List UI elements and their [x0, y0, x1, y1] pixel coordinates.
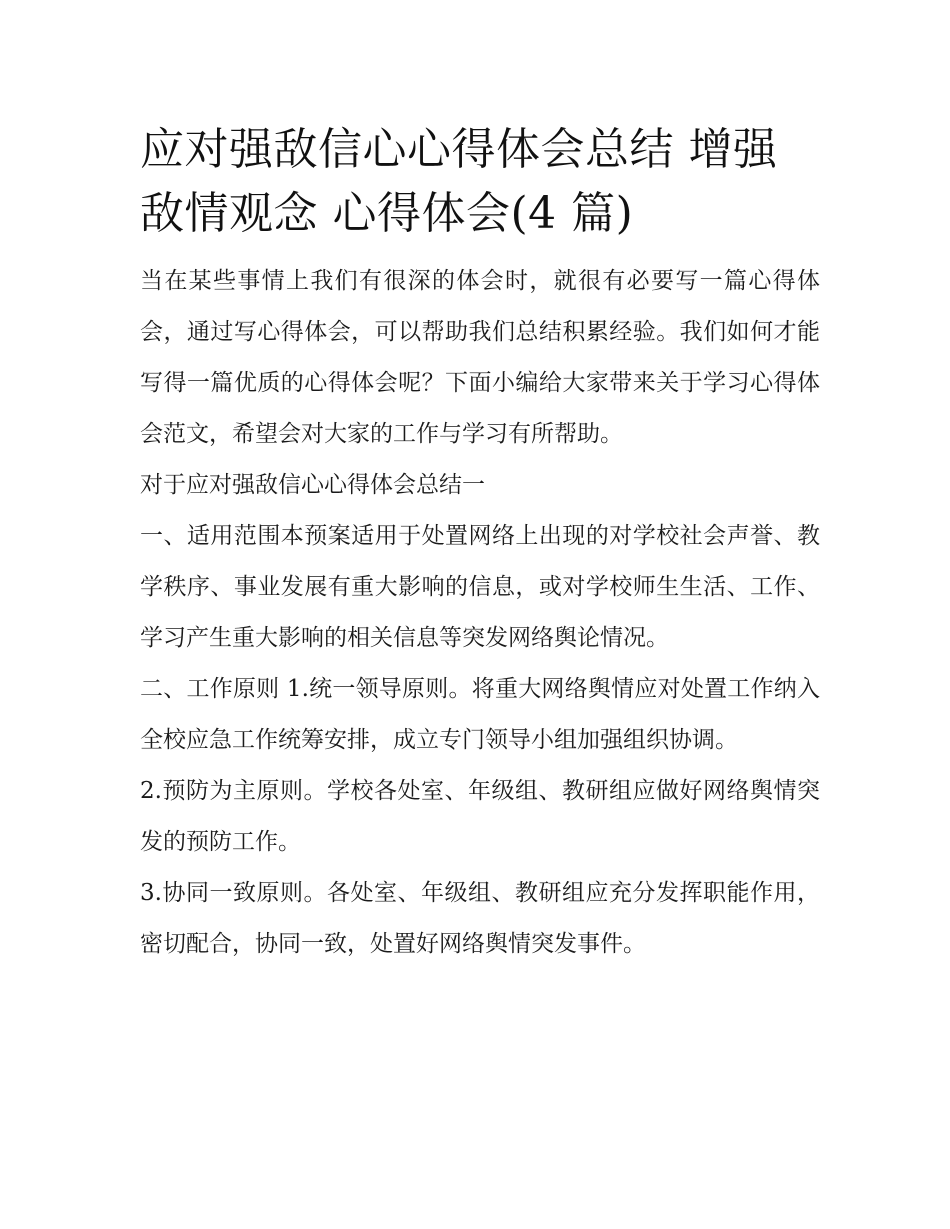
document-title: 应对强敌信心心得体会总结 增强敌情观念 心得体会(4 篇) — [140, 124, 778, 239]
intro-paragraph: 当在某些事情上我们有很深的体会时，就很有必要写一篇心得体会，通过写心得体会，可以帮助我们总结积累经验。我们如何才能写得一篇优质的心得体会呢？下面小编给大家带来关于学习心得体会范文，希望会对大家的工作与学习有所帮助。 — [140, 268, 820, 447]
section-heading-summary-one: 对于应对强敌信心心得体会总结一 — [140, 472, 485, 498]
prevention-principle-paragraph: 2.预防为主原则。学校各处室、年级组、教研组应做好网络舆情突发的预防工作。 — [140, 778, 820, 855]
coordination-principle-paragraph: 3.协同一致原则。各处室、年级组、教研组应充分发挥职能作用，密切配合，协同一致，处置好网络舆情突发事件。 — [140, 880, 820, 957]
scope-paragraph: 一、适用范围本预案适用于处置网络上出现的对学校社会声誉、教学秩序、事业发展有重大影响的信息，或对学校师生生活、工作、学习产生重大影响的相关信息等突发网络舆论情况。 — [140, 523, 820, 651]
principles-paragraph: 二、工作原则 1.统一领导原则。将重大网络舆情应对处置工作纳入全校应急工作统筹安排，成立专门领导小组加强组织协调。 — [140, 676, 820, 753]
document-body — [140, 118, 820, 970]
